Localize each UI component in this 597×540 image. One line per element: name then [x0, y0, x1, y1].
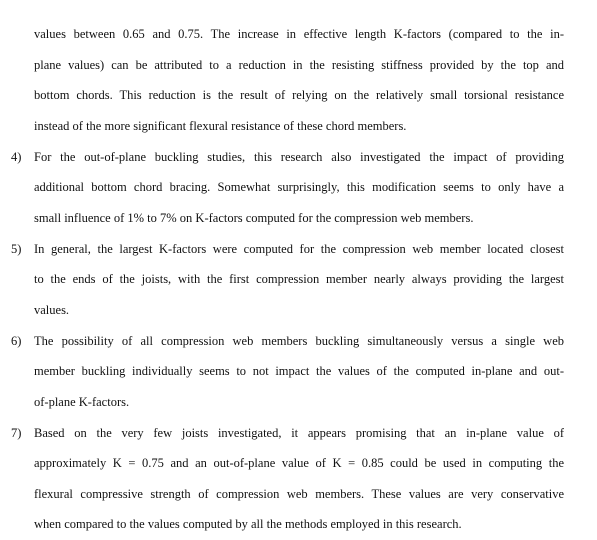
paragraph-line: values between 0.65 and 0.75. The increase in effective length K-factors (compared to the in-: [34, 27, 564, 41]
paragraph-line: instead of the more significant flexural resistance of these chord members.: [34, 119, 407, 133]
list-item-line: of-plane K-factors.: [34, 395, 130, 409]
list-item-number: 7): [11, 426, 22, 440]
list-item-line: additional bottom chord bracing. Somewhat surprisingly, this modification seems to only have a: [34, 180, 564, 194]
list-item-number: 5): [11, 242, 22, 256]
list-item-line: The possibility of all compression web members buckling simultaneously versus a single web: [34, 334, 564, 348]
list-item-line: Based on the very few joists investigated, it appears promising that an in-plane value of: [34, 426, 564, 440]
paragraph-line: plane values) can be attributed to a reduction in the resisting stiffness provided by the top and: [34, 58, 564, 72]
list-item-line: values.: [34, 303, 70, 317]
list-item-line: approximately K = 0.75 and an out-of-plane value of K = 0.85 could be used in computing the: [34, 456, 564, 470]
list-item-line: to the ends of the joists, with the first compression member nearly always providing the largest: [34, 272, 564, 286]
list-item-line: flexural compressive strength of compression web members. These values are very conservative: [34, 487, 564, 501]
paragraph-line: bottom chords. This reduction is the result of relying on the relatively small torsional resistance: [34, 88, 564, 102]
list-item-line: In general, the largest K-factors were computed for the compression web member located closest: [34, 242, 564, 256]
list-item-number: 6): [11, 334, 22, 348]
list-item-line: small influence of 1% to 7% on K-factors computed for the compression web members.: [34, 211, 474, 225]
list-item-line: For the out-of-plane buckling studies, this research also investigated the impact of providing: [34, 150, 564, 164]
list-item-number: 4): [11, 150, 22, 164]
list-item-line: member buckling individually seems to not impact the values of the computed in-plane and out-: [34, 364, 564, 378]
list-item-line: when compared to the values computed by all the methods employed in this research.: [34, 517, 462, 531]
